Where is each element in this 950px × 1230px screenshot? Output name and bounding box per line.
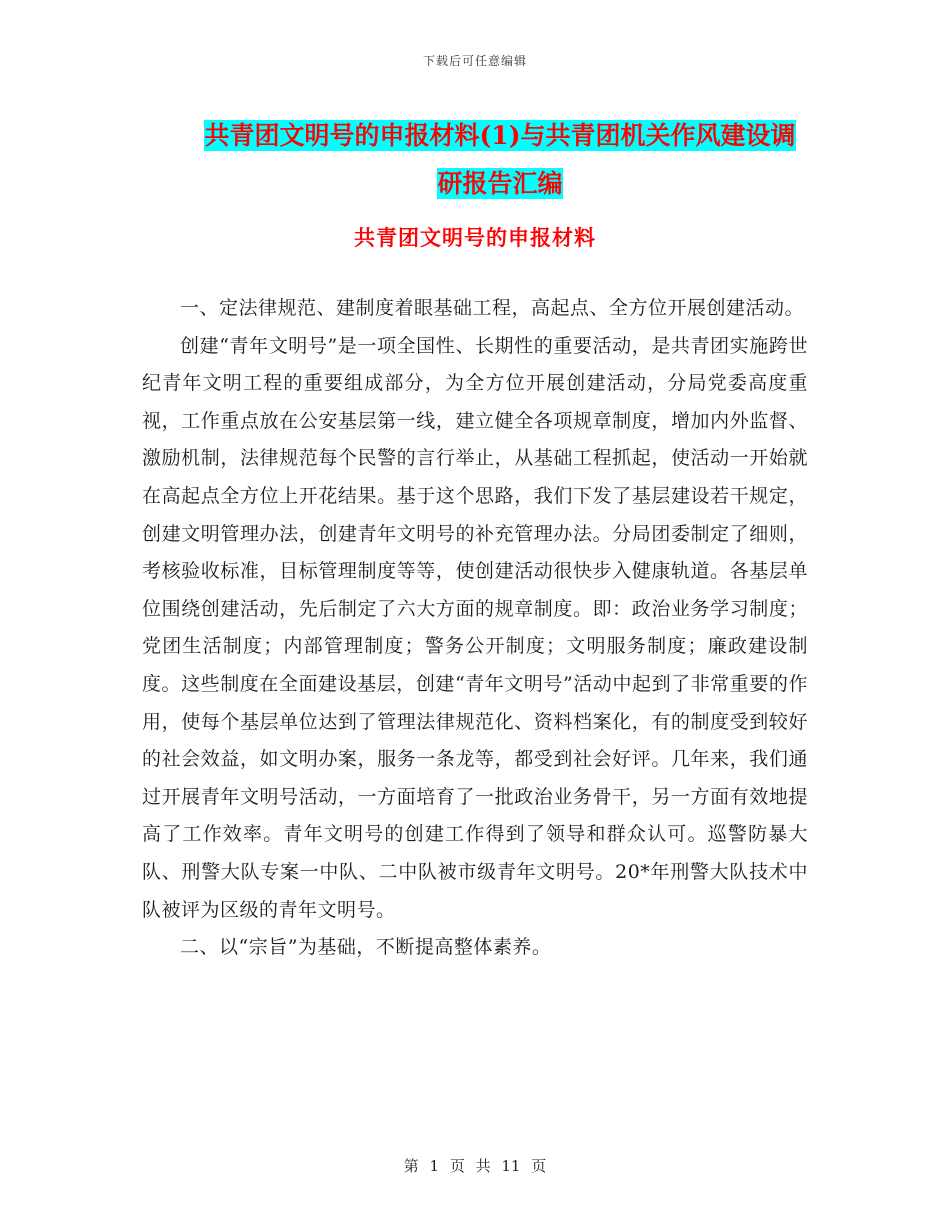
document-title [150,112,850,208]
paragraph: 二、以“宗旨”为基础，不断提高整体素养。 [180,936,552,959]
section-title: 共青团文明号的申报材料 [354,225,596,250]
page-footer: 第 1 页 共 11 页 [403,1157,547,1175]
document-title-line-2: 研报告汇编 [437,169,563,198]
document-title-line-1: 共青团文明号的申报材料(1)与共青团机关作风建设调 [204,121,796,150]
header-note: 下载后可任意编辑 [422,54,527,68]
document-body [142,290,808,967]
paragraph: 创建“青年文明号”是一项全国性、长期性的重要活动，是共青团实施跨世纪青年文明工程的重要组成部分，为全方位开展创建活动，分局党委高度重视，工作重点放在公安基层第一线，建立健全各项规章制度，增加内外监督、激励机制，法律规范每个民警的言行举止，从基础工程抓起，使活动一开始就在高起点全方位上开花结果。基于这个思路，我们下发了基层建设若干规定，创建文明管理办法，创建青年文明号的补充管理办法。分局团委制定了细则，考核验收标准，目标管理制度等等，使创建活动很快步入健康轨道。各基层单位围绕创建活动，先后制定了六大方面的规章制度。即：政治业务学习制度；党团生活制度；内部管理制度；警务公开制度；文明服务制度；廉政建设制度。这些制度在全面建设基层，创建“青年文明号”活动中起到了非常重要的作用，使每个基层单位达到了管理法律规范化、资料档案化，有的制度受到较好的社会效益，如文明办案，服务一条龙等，都受到社会好评。几年来，我们通过开展青年文明号活动，一方面培育了一批政治业务骨干，另一方面有效地提高了工作效率。青年文明号的创建工作得到了领导和群众认可。巡警防暴大队、刑警大队专案一中队、二中队被市级青年文明号。20*年刑警大队技术中队被评为区级的青年文明号。 [142,334,808,921]
paragraph: 一、定法律规范、建制度着眼基础工程，高起点、全方位开展创建活动。 [180,297,805,319]
